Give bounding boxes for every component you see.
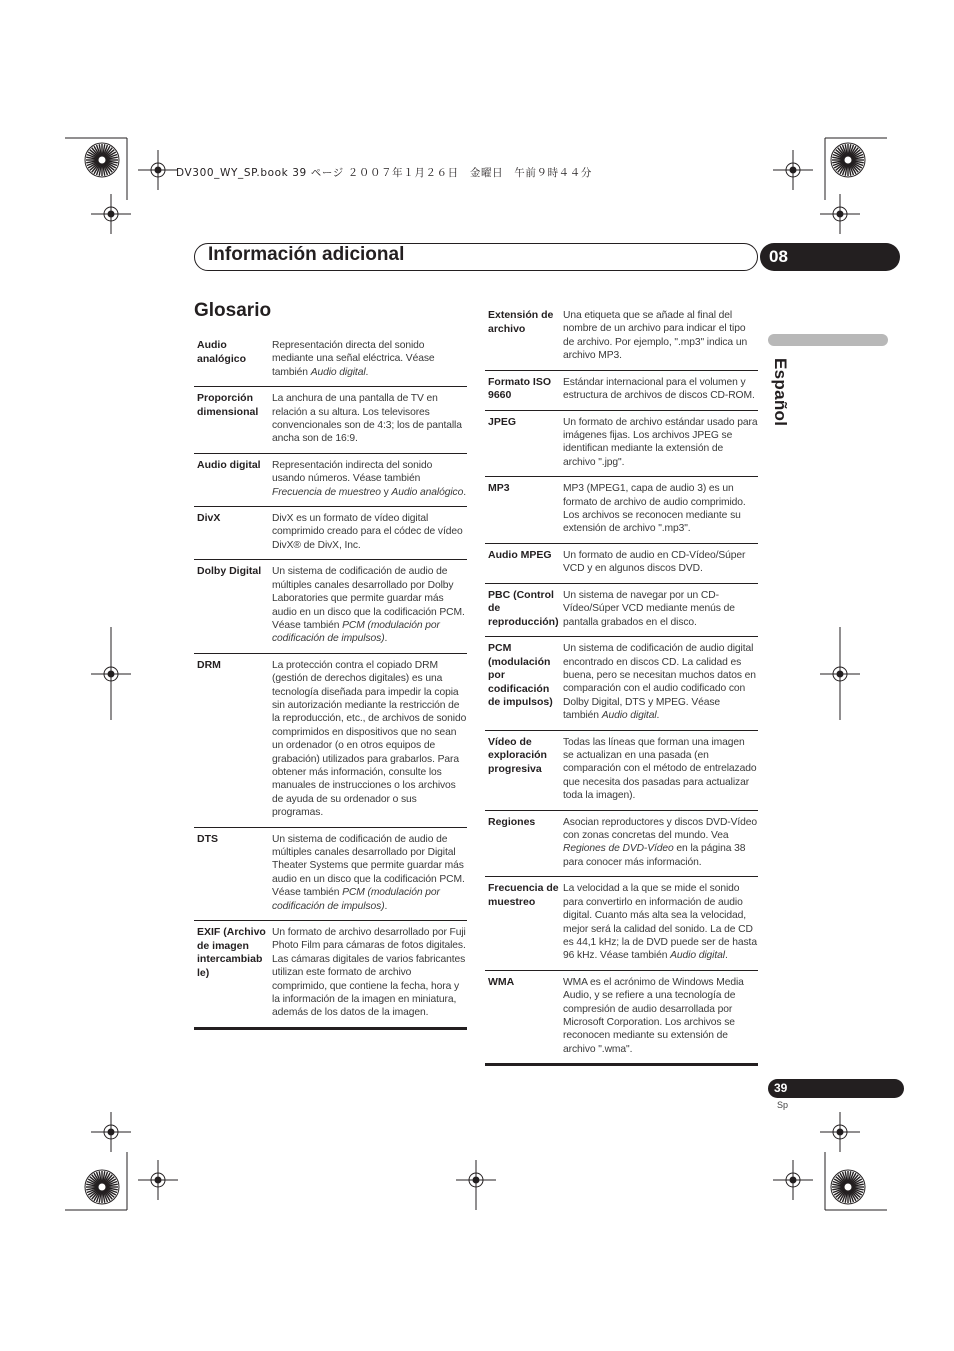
glossary-term: Proporción dimensional — [197, 392, 259, 418]
glossary-title: Glosario — [194, 300, 272, 321]
glossary-definition: Un formato de archivo estándar usado para imágenes fijas. Los archivos JPEG se identifican mediante la extensión de archivo ".jpg". — [563, 416, 758, 468]
glossary-entry — [194, 654, 467, 828]
glossary-definition: WMA es el acrónimo de Windows Media Audio, y se refiere a una tecnología de compresión de audio desarrollada por Microsoft Corporation. Los archivos se reconocen mediante su extensión de archivo ".wma". — [563, 976, 744, 1055]
glossary-term: EXIF (Archivo de imagen intercambiab le) — [197, 926, 266, 979]
glossary-term: Regiones — [488, 815, 536, 828]
glossary-term: Formato ISO 9660 — [488, 375, 552, 402]
glossary-definition: Representación directa del sonido mediante una señal eléctrica. Véase también Audio digital. — [272, 340, 435, 378]
glossary-definition: MP3 (MPEG1, capa de audio 3) es un formato de archivo de audio comprimido. Los archivos se reconocen mediante su extensión de archivo ".mp3". — [563, 483, 746, 535]
glossary-entry — [194, 921, 467, 1028]
glossary-term: DRM — [197, 658, 221, 671]
glossary-definition: Un formato de audio en CD-Vídeo/Súper VCD y en algunos discos DVD. — [563, 549, 746, 575]
glossary-entry — [194, 560, 467, 653]
glossary-definition: Un formato de archivo desarrollado por Fuji Photo Film para cámaras de fotos digitales. Las cámaras digitales de varios fabricantes utilizan este formato de archivo comprimido, que contiene la fecha, hora y la información de la imagen en miniatura, además de los datos de la imagen. — [272, 927, 466, 1019]
glossary-definition: Representación indirecta del sonido usando números. Véase también Frecuencia de muestreo y Audio analógico. — [272, 459, 466, 498]
glossary-definition: Un sistema de codificación de audio de múltiples canales desarrollado por Dolby Laboratories que permite guardar más audio en un disco que la codificación PCM. Véase también PCM (modulación por codificación de impulsos). — [272, 566, 465, 645]
glossary-entry — [485, 544, 758, 584]
glossary-column-left — [194, 334, 467, 1030]
glossary-definition: Estándar internacional para el volumen y estructura de archivos de discos CD-ROM. — [563, 376, 755, 402]
glossary-term: Vídeo de exploración progresiva — [488, 735, 547, 775]
glossary-definition: La protección contra el copiado DRM (gestión de derechos digitales) es una tecnología diseñada para impedir la copia sin autorización mediante la restricción de la reproducción, etc., de archivos de sonido comprimidos en dispositivos que no sean un ordenador (o en otros equipos de grabación) utilizados para grabarlos. Para obtener más información, consulte los manuales de instrucciones o los archivos de ayuda de su ordenador o sus programas. — [272, 659, 467, 819]
glossary-definition: DivX es un formato de vídeo digital comprimido creado para el códec de vídeo DivX® de DivX, Inc. — [272, 513, 463, 551]
glossary-definition: La velocidad a la que se mide el sonido para convertirlo en información de audio digital. Cuanto más alta sea la velocidad, mejor será la calidad del sonido. La de CD es 44,1 kHz; la de DVD puede ser de hasta 96 kHz. Véase también Audio digital. — [563, 883, 757, 962]
glossary-entry — [485, 477, 758, 544]
section-title: Información adicional — [208, 244, 405, 265]
glossary-term: Dolby Digital — [197, 565, 262, 578]
side-language-label: Español — [771, 358, 790, 427]
page-number-badge: 39 — [768, 1079, 904, 1098]
glossary-term: Frecuencia de muestreo — [488, 882, 559, 908]
glossary-entry — [485, 971, 758, 1064]
glossary-entry — [485, 731, 758, 811]
glossary-definition: Todas las líneas que forman una imagen se actualizan en una pasada (en comparación con el método de entrelazado que necesita dos pasadas para actualizar toda la imagen). — [563, 736, 757, 802]
glossary-term: JPEG — [488, 415, 517, 428]
glossary-definition: Un sistema de codificación de audio de múltiples canales desarrollado por Digital Theater Systems que permite guardar más audio en un disco que la codificación PCM. Véase también PCM (modulación por codificación de impulsos). — [272, 833, 465, 912]
glossary-term: PBC (Control de reproducción) — [488, 588, 559, 628]
glossary-definition: Asocian reproductores y discos DVD-Vídeo con zonas concretas del mundo. Vea Regiones de DVD-Vídeo en la página 38 para conocer más información. — [563, 816, 758, 868]
glossary-definition: La anchura de una pantalla de TV en relación a su altura. Los televisores convencionales son de 4:3; los de pantalla ancha son de 16:9. — [272, 393, 462, 445]
glossary-entry — [194, 507, 467, 560]
column-end-rule — [194, 1028, 467, 1030]
page-language: Sp — [777, 1100, 789, 1110]
glossary-term: Extensión de archivo — [488, 309, 554, 335]
glossary-term: Audio digital — [197, 458, 261, 471]
glossary-entry — [485, 584, 758, 638]
column-end-rule — [485, 1064, 758, 1066]
glossary-definition: Un sistema de navegar por un CD-Vídeo/Súper VCD mediante menús de pantalla grabados en el disco. — [563, 589, 735, 628]
glossary-term: DTS — [197, 832, 218, 845]
side-language-tab — [768, 334, 888, 346]
glossary-entry — [485, 411, 758, 478]
glossary-entry — [194, 334, 467, 387]
glossary-entry — [485, 877, 758, 970]
glossary-entry — [485, 637, 758, 730]
glossary-term: PCM (modulación por codificación de impulsos) — [488, 642, 553, 709]
glossary-entry — [194, 828, 467, 921]
glossary-entry — [485, 811, 758, 878]
glossary-definition: Un sistema de codificación de audio digital encontrado en discos CD. La calidad es buena, pero se necesitan muchos datos en comparación con el audio codificado con Dolby Digital, DTS y MPEG. Véase también Audio digital. — [563, 643, 756, 722]
glossary-definition: Una etiqueta que se añade al final del nombre de un archivo para indicar el tipo de archivo. Por ejemplo, ".mp3" indica un archivo MP3. — [563, 310, 748, 362]
glossary-entry — [194, 387, 467, 454]
file-header: DV300_WY_SP.book 39 ページ ２００７年１月２６日 金曜日 午前９時４４分 — [176, 167, 592, 179]
glossary-entry — [485, 371, 758, 411]
glossary-term: WMA — [488, 975, 515, 988]
glossary-term: Audio MPEG — [488, 548, 552, 561]
glossary-column-right — [485, 304, 758, 1066]
glossary-entry — [194, 454, 467, 507]
glossary-term: DivX — [197, 512, 221, 525]
glossary-term: MP3 — [488, 482, 510, 495]
glossary-entry — [485, 304, 758, 371]
chapter-badge: 08 — [760, 243, 900, 271]
glossary-term: Audio analógico — [197, 339, 247, 365]
